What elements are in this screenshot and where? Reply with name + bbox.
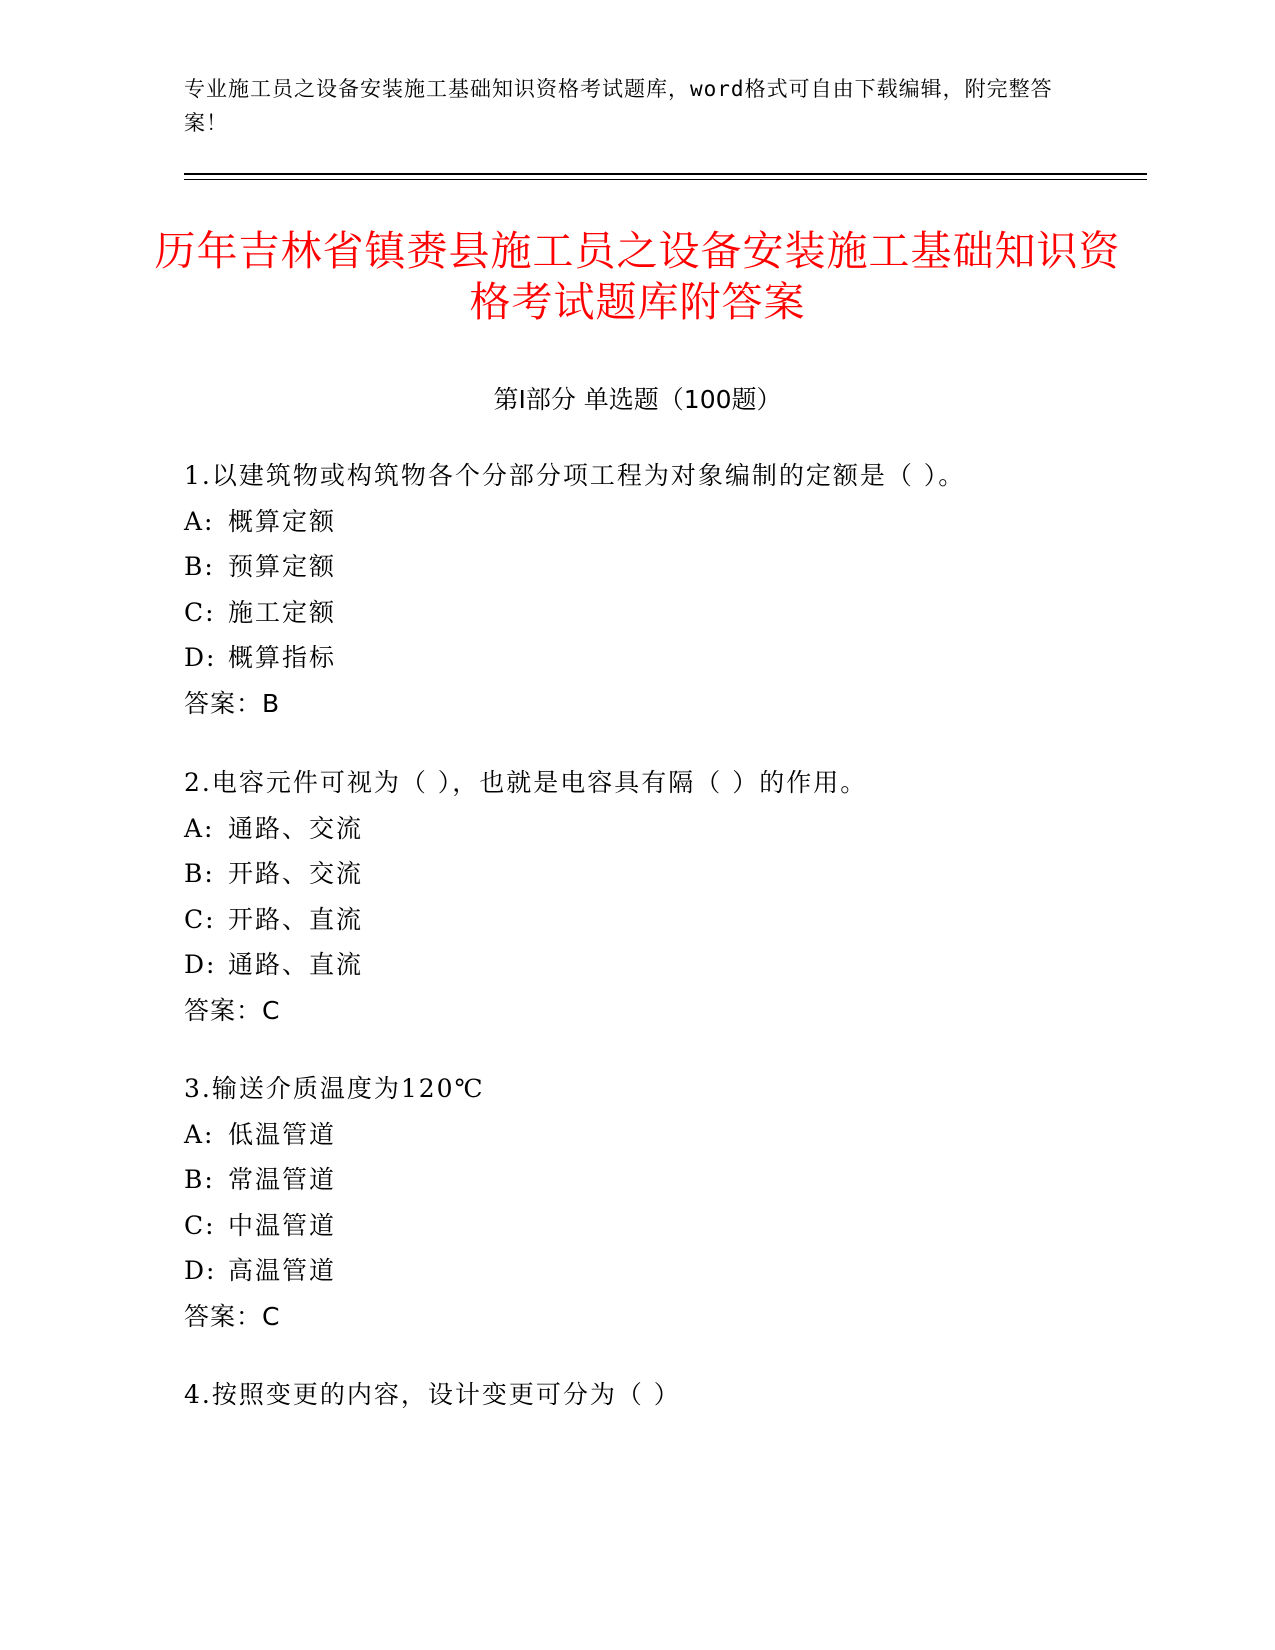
option-text: 中温管道 (228, 1210, 337, 1240)
option-text: 通路、直流 (228, 950, 364, 979)
option-letter: C: (184, 1210, 216, 1240)
option-b (184, 544, 1144, 590)
option-text: 施工定额 (228, 597, 337, 627)
option-letter: D: (184, 1256, 217, 1285)
option-letter: A: (184, 506, 215, 536)
option-text: 开路、直流 (228, 904, 364, 934)
option-d (184, 942, 1144, 988)
option-text: 高温管道 (228, 1256, 337, 1285)
option-text: 开路、交流 (228, 859, 364, 888)
header-rule-thin (184, 179, 1147, 180)
option-c (184, 590, 1144, 636)
option-letter: A: (184, 1119, 215, 1149)
option-text: 概算定额 (228, 506, 337, 536)
document-title: 历年吉林省镇赉县施工员之设备安装施工基础知识资格考试题库附答案 (154, 227, 1121, 326)
option-letter: B: (184, 859, 215, 888)
option-a (184, 1112, 1144, 1158)
option-d (184, 635, 1144, 681)
header-note: 专业施工员之设备安装施工基础知识资格考试题库，word格式可自由下载编辑，附完整答案！ (184, 77, 1053, 135)
question-stem: 2.电容元件可视为（ ），也就是电容具有隔（ ）的作用。 (184, 768, 868, 797)
option-letter: C: (184, 597, 216, 627)
header-rule-thick (184, 173, 1147, 175)
option-letter: B: (184, 552, 215, 581)
question-1 (184, 453, 1144, 726)
answer: 答案：C (184, 995, 281, 1025)
section-heading: 第Ⅰ部分 单选题（100题） (493, 385, 782, 414)
option-text: 通路、交流 (228, 813, 364, 843)
question-3 (184, 1066, 1144, 1339)
question-stem: 3.输送介质温度为120℃ (184, 1074, 485, 1103)
option-c (184, 897, 1144, 943)
option-b (184, 1157, 1144, 1203)
option-b (184, 851, 1144, 897)
option-letter: C: (184, 904, 216, 934)
answer: 答案：B (184, 688, 281, 718)
option-d (184, 1248, 1144, 1294)
option-text: 常温管道 (228, 1165, 337, 1194)
option-letter: A: (184, 813, 215, 843)
option-a (184, 806, 1144, 852)
question-stem: 4.按照变更的内容，设计变更可分为（ ） (184, 1380, 681, 1409)
option-text: 预算定额 (228, 552, 337, 581)
question-4 (184, 1372, 1144, 1418)
option-a (184, 499, 1144, 545)
question-stem: 1.以建筑物或构筑物各个分部分项工程为对象编制的定额是（ ）。 (184, 461, 966, 490)
option-letter: D: (184, 643, 217, 672)
answer: 答案：C (184, 1301, 281, 1331)
option-c (184, 1203, 1144, 1249)
option-letter: B: (184, 1165, 215, 1194)
option-text: 概算指标 (228, 643, 337, 672)
option-text: 低温管道 (228, 1119, 337, 1149)
option-letter: D: (184, 950, 217, 979)
question-2 (184, 760, 1144, 1033)
